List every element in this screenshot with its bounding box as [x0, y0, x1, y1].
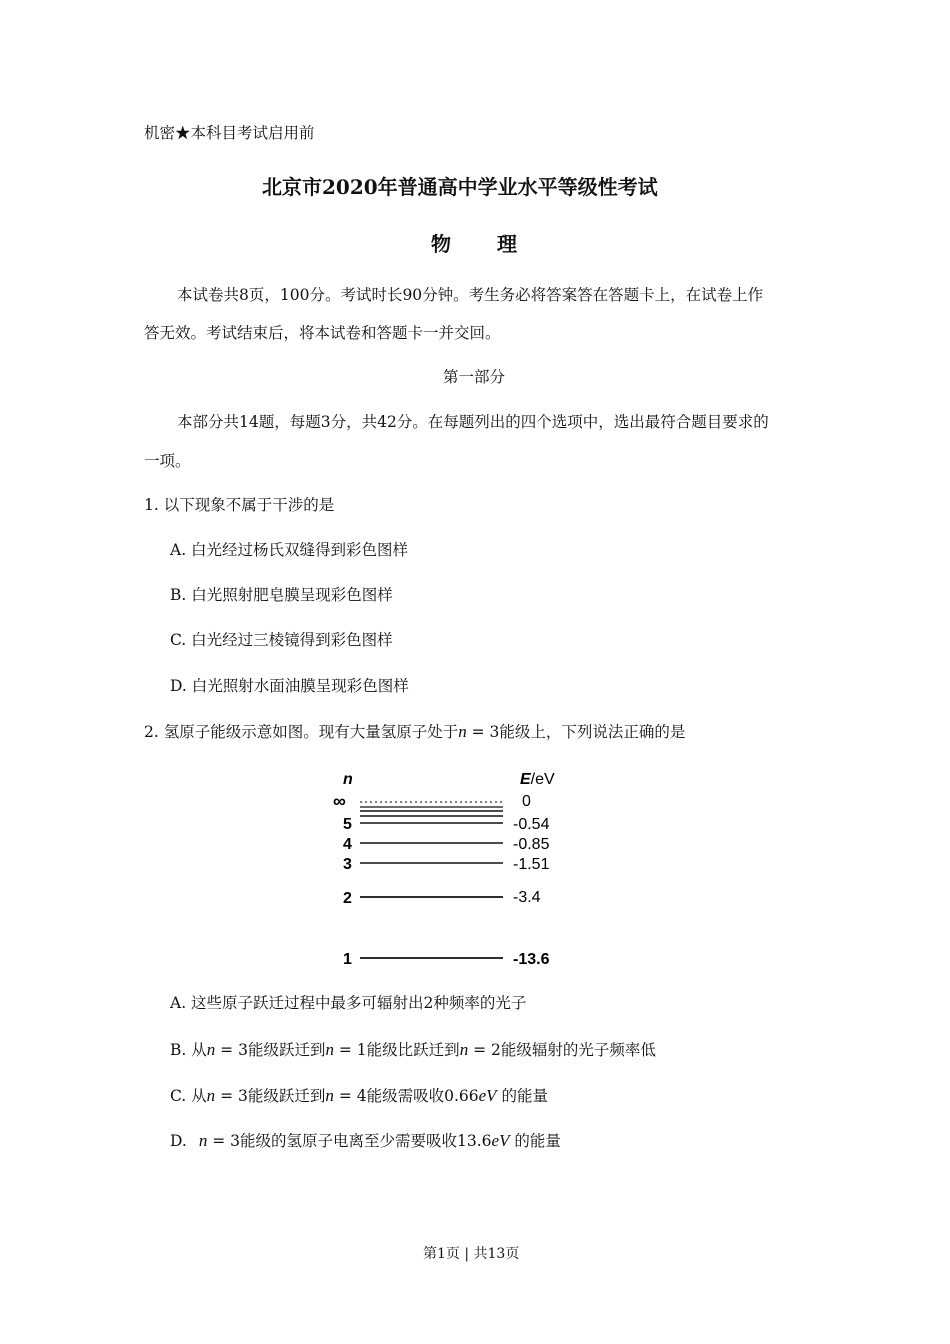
q2-c-unit: eV: [478, 1086, 497, 1105]
q2-c-var-1: n: [206, 1086, 216, 1105]
level-e-5: -0.54: [513, 816, 550, 833]
q2-c-text-4: 的能量: [496, 1087, 548, 1105]
part-desc-line-2: 一项。: [144, 452, 191, 470]
q2-c-text-1: C. 从: [170, 1087, 207, 1105]
energy-level-diagram: [325, 762, 575, 972]
diagram-n-axis-label: n: [343, 771, 353, 788]
q1-option-a: A. 白光经过杨氏双缝得到彩色图样: [170, 541, 409, 559]
level-n-3: 3: [343, 856, 352, 873]
q1-option-c: C. 白光经过三棱镜得到彩色图样: [170, 631, 393, 649]
q2-d-text-1: D.: [170, 1132, 187, 1150]
q1-stem: 1. 以下现象不属于干涉的是: [144, 496, 335, 514]
q2-stem: [144, 723, 685, 741]
level-e-3: -1.51: [513, 856, 550, 873]
q2-d-value: 13.6: [457, 1132, 492, 1150]
q2-c-var-2: n: [325, 1086, 334, 1105]
q2-b-var-3: n: [459, 1040, 469, 1059]
instructions-line-1: 本试卷共8页，100分。考试时长90分钟。考生务必将答案答在答题卡上，在试卷上作: [177, 286, 764, 304]
q2-c-text-2: 能级跃迁到: [247, 1087, 326, 1105]
part-desc-line-1: 本部分共14题，每题3分，共42分。在每题列出的四个选项中，选出最符合题目要求的: [177, 413, 769, 431]
q2-d-text-3: 的能量: [509, 1132, 561, 1150]
q2-d-eq-1: = 3: [207, 1132, 241, 1150]
level-e-2: -3.4: [513, 889, 541, 906]
level-n-1: 1: [343, 951, 352, 968]
q2-b-eq-2: = 1: [333, 1041, 367, 1059]
subject-char-2: 理: [497, 232, 517, 256]
q2-stem-eq: = 3: [466, 723, 500, 741]
q2-b-text-3: 能级比跃迁到: [366, 1041, 460, 1059]
q2-c-eq-1: = 3: [215, 1087, 248, 1105]
q2-c-eq-2: = 4: [333, 1087, 367, 1105]
q2-stem-text: 2. 氢原子能级示意如图。现有大量氢原子处于: [144, 723, 459, 741]
q2-c-value: 0.66: [444, 1087, 479, 1105]
level-e-4: -0.85: [513, 836, 550, 853]
q2-option-a: A. 这些原子跃迁过程中最多可辐射出2种频率的光子: [170, 994, 527, 1012]
diagram-e-axis-label: E/eV: [520, 771, 555, 788]
q1-option-d: D. 白光照射水面油膜呈现彩色图样: [170, 677, 409, 695]
q2-b-text-4: 能级辐射的光子频率低: [500, 1041, 656, 1059]
q2-b-var-2: n: [325, 1040, 334, 1059]
q2-b-eq-3: = 2: [468, 1041, 501, 1059]
exam-title: 北京市2020年普通高中学业水平等级性考试: [262, 175, 658, 199]
q2-b-text-2: 能级跃迁到: [247, 1041, 326, 1059]
level-e-infinity: 0: [522, 793, 531, 810]
q2-option-c: [170, 1087, 548, 1105]
q2-stem-tail: 能级上，下列说法正确的是: [499, 723, 686, 741]
level-e-1: -13.6: [513, 951, 550, 968]
confidential-notice: 机密★本科目考试启用前: [144, 124, 315, 142]
q1-option-b: B. 白光照射肥皂膜呈现彩色图样: [170, 586, 393, 604]
q2-d-var-1: n: [198, 1131, 208, 1150]
q2-option-b: [170, 1041, 656, 1059]
q2-b-eq-1: = 3: [215, 1041, 248, 1059]
q2-b-text-1: B. 从: [170, 1041, 207, 1059]
q2-option-d: [170, 1132, 561, 1150]
subject-char-1: 物: [431, 232, 451, 256]
q2-b-var-1: n: [206, 1040, 216, 1059]
q2-stem-var: n: [458, 722, 467, 741]
level-n-5: 5: [343, 816, 352, 833]
instructions-line-2: 答无效。考试结束后，将本试卷和答题卡一并交回。: [144, 324, 501, 342]
level-n-4: 4: [343, 836, 352, 853]
q2-d-text-2: 能级的氢原子电离至少需要吸收: [240, 1132, 458, 1150]
q2-d-unit: eV: [491, 1131, 510, 1150]
part-title: 第一部分: [443, 368, 506, 386]
level-n-infinity: ∞: [333, 791, 346, 811]
page-footer: 第1页 | 共13页: [423, 1246, 520, 1262]
q2-c-text-3: 能级需吸收: [366, 1087, 445, 1105]
level-n-2: 2: [343, 890, 352, 907]
